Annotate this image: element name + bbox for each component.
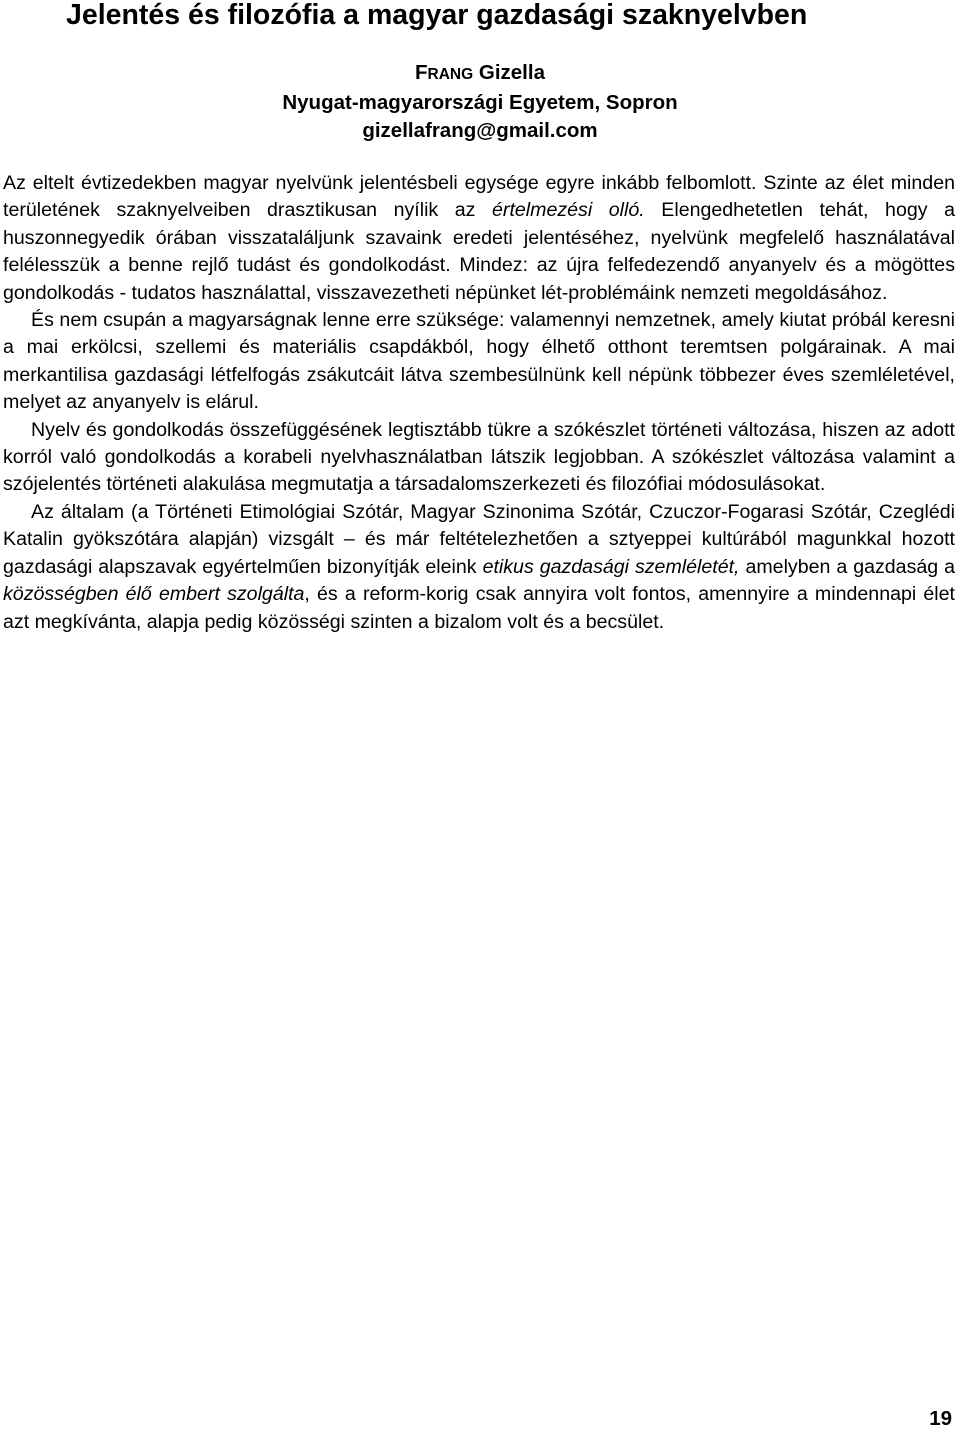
paragraph-4-emphasis-1: etikus gazdasági szemléletét, <box>482 555 740 578</box>
author-block <box>0 59 960 145</box>
paragraph-1-text-before: Az eltelt évtizedekben magyar nyelvünk jelentésbeli egysége egyre inkább felbomlott. Szinte az élet minden területének szaknyelveiben drasztikusan nyílik az <box>3 172 955 222</box>
author-email: gizellafrang@gmail.com <box>362 119 598 142</box>
author-given-name: Gizella <box>473 61 545 84</box>
paragraph-1-text-after: Elengedhetetlen tehát, hogy a huszonnegyedik órában visszataláljunk szavaink eredeti jelentéséhez, nyelvünk megfelelő használatával felélesszük a benne rejlő tudást és gondolkodást. Mindez: az újra felfedezendő anyanyelv és a mögöttes gondolkodás - tudatos használattal, visszavezetheti népünket lét-problémáink nemzeti megoldásához. <box>3 199 955 304</box>
paragraph-4-text-1: Az általam (a Történeti Etimológiai Szótár, Magyar Szinonima Szótár, Czuczor-Fogarasi Szótár, Czeglédi Katalin gyökszótára alapján) vizsgált – és már feltételezhetően a sztyeppei kultúrából magunkkal hozott gazdasági alapszavak egyértelműen bizonyítják eleink <box>3 500 955 578</box>
paragraph-4 <box>3 499 955 636</box>
paragraph-1-emphasis: értelmezési olló. <box>492 199 645 222</box>
paragraph-1 <box>3 170 955 307</box>
author-affiliation: Nyugat-magyarországi Egyetem, Sopron <box>282 91 678 114</box>
paragraph-4-text-3: , és a reform-korig csak annyira volt fontos, amennyire a mindennapi élet azt megkívánta, alapja pedig közösségi szinten a bizalom volt és a becsület. <box>3 583 955 633</box>
paragraph-4-text-2: amelyben a gazdaság a <box>739 555 956 578</box>
paragraph-2: És nem csupán a magyarságnak lenne erre szüksége: valamennyi nemzetnek, amely kiutat próbál keresni a mai erkölcsi, szellemi és materiális csapdákból, hogy élhető otthont teremtsen polgárainak. A mai merkantilisa gazdasági létfelfogás zsákutcáit látva szembesülnünk kell népünk többezer éves szemléletével, melyet az anyanyelv is elárul. <box>3 309 955 414</box>
author-surname-initial: F <box>415 61 428 84</box>
page-number: 19 <box>929 1407 952 1430</box>
author-surname-rest: RANG <box>427 66 474 83</box>
paragraph-3: Nyelv és gondolkodás összefüggésének legtisztább tükre a szókészlet történeti változása, hiszen az adott korról való gondolkodás a korabeli nyelvhasználatban látszik legjobban. A szókészlet változása valamint a szójelentés történeti alakulása megmutatja a társadalomszerkezeti és filozófiai módosulásokat. <box>3 418 955 496</box>
author-name <box>0 59 960 89</box>
body-text <box>3 170 955 636</box>
paper-title: Jelentés és filozófia a magyar gazdasági szaknyelvben <box>66 0 808 31</box>
paragraph-4-emphasis-2: közösségben élő embert szolgálta <box>3 583 305 606</box>
